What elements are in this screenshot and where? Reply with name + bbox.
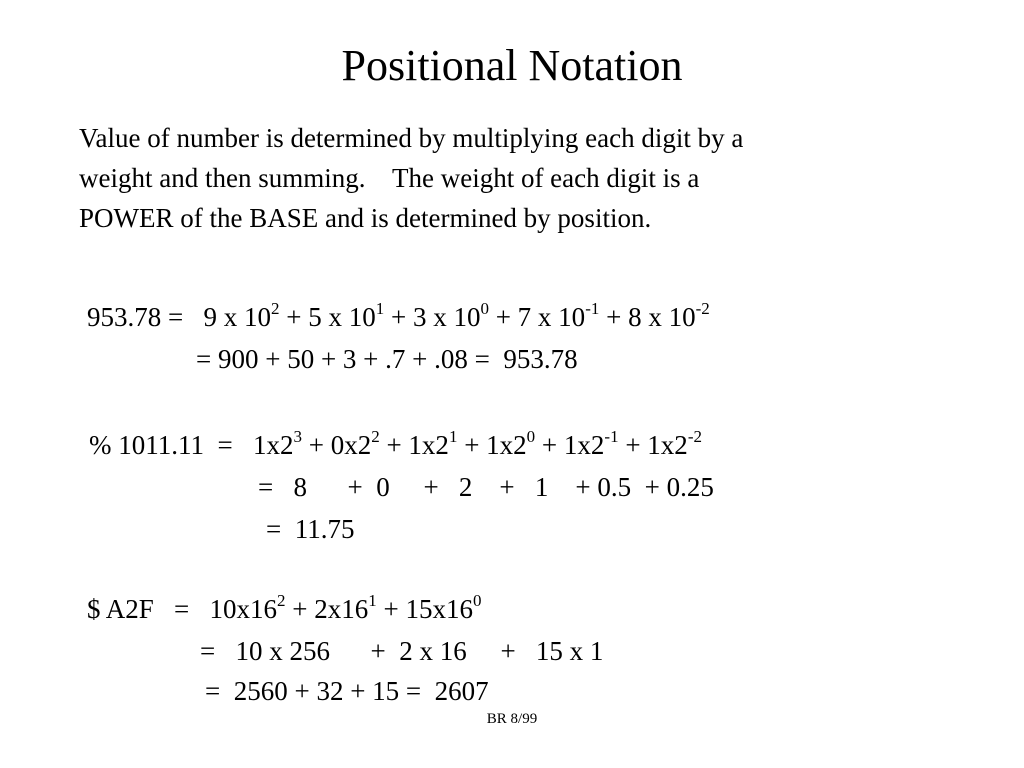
exponent: 2 [277, 591, 286, 610]
expression-text: + 1x2 [379, 430, 449, 460]
exponent: 0 [472, 591, 482, 610]
decimal-expansion-line [87, 300, 710, 334]
hex-expansion-line [87, 592, 481, 626]
exponent: -2 [695, 299, 710, 318]
exponent: -1 [604, 427, 619, 446]
exponent: 2 [270, 299, 280, 318]
decimal-sum-line: = 900 + 50 + 3 + .7 + .08 = 953.78 [196, 344, 578, 374]
slide-footer: BR 8/99 [486, 711, 538, 727]
expression-text: + 0x2 [301, 430, 372, 460]
exponent: 1 [448, 427, 458, 446]
expression-text: + 1x2 [535, 430, 605, 460]
intro-line: POWER of the BASE and is determined by position. [79, 203, 652, 233]
expression-text: + 3 x 10 [384, 302, 481, 332]
intro-line: Value of number is determined by multiplying each digit by a [79, 123, 744, 153]
binary-result-line: = 11.75 [266, 514, 355, 544]
hex-result-line: = 2560 + 32 + 15 = 2607 [205, 676, 489, 706]
hex-product-line: = 10 x 256 + 2 x 16 + 15 x 1 [200, 636, 604, 666]
binary-sum-line: = 8 + 0 + 2 + 1 + 0.5 + 0.25 [258, 472, 714, 502]
expression-text: + 5 x 10 [279, 302, 376, 332]
intro-line: weight and then summing. The weight of each digit is a [79, 163, 700, 193]
exponent: -1 [585, 299, 600, 318]
binary-expansion-line [89, 428, 702, 462]
exponent: 0 [480, 299, 489, 318]
exponent: 3 [293, 427, 302, 446]
exponent: 1 [368, 591, 377, 610]
slide-title: Positional Notation [341, 41, 683, 90]
expression-text: $ A2F = 10x16 [87, 594, 278, 624]
exponent: -2 [687, 427, 702, 446]
expression-text: + 1x2 [618, 430, 688, 460]
expression-text: + 8 x 10 [599, 302, 696, 332]
expression-text: 953.78 = 9 x 10 [87, 302, 271, 332]
exponent: 1 [375, 299, 385, 318]
intro-paragraph [79, 118, 959, 238]
exponent: 0 [526, 427, 536, 446]
expression-text: + 7 x 10 [488, 302, 586, 332]
expression-text: % 1011.11 = 1x2 [89, 430, 294, 460]
expression-text: + 1x2 [457, 430, 527, 460]
exponent: 2 [371, 427, 380, 446]
expression-text: + 2x16 [285, 594, 369, 624]
expression-text: + 15x16 [376, 594, 473, 624]
